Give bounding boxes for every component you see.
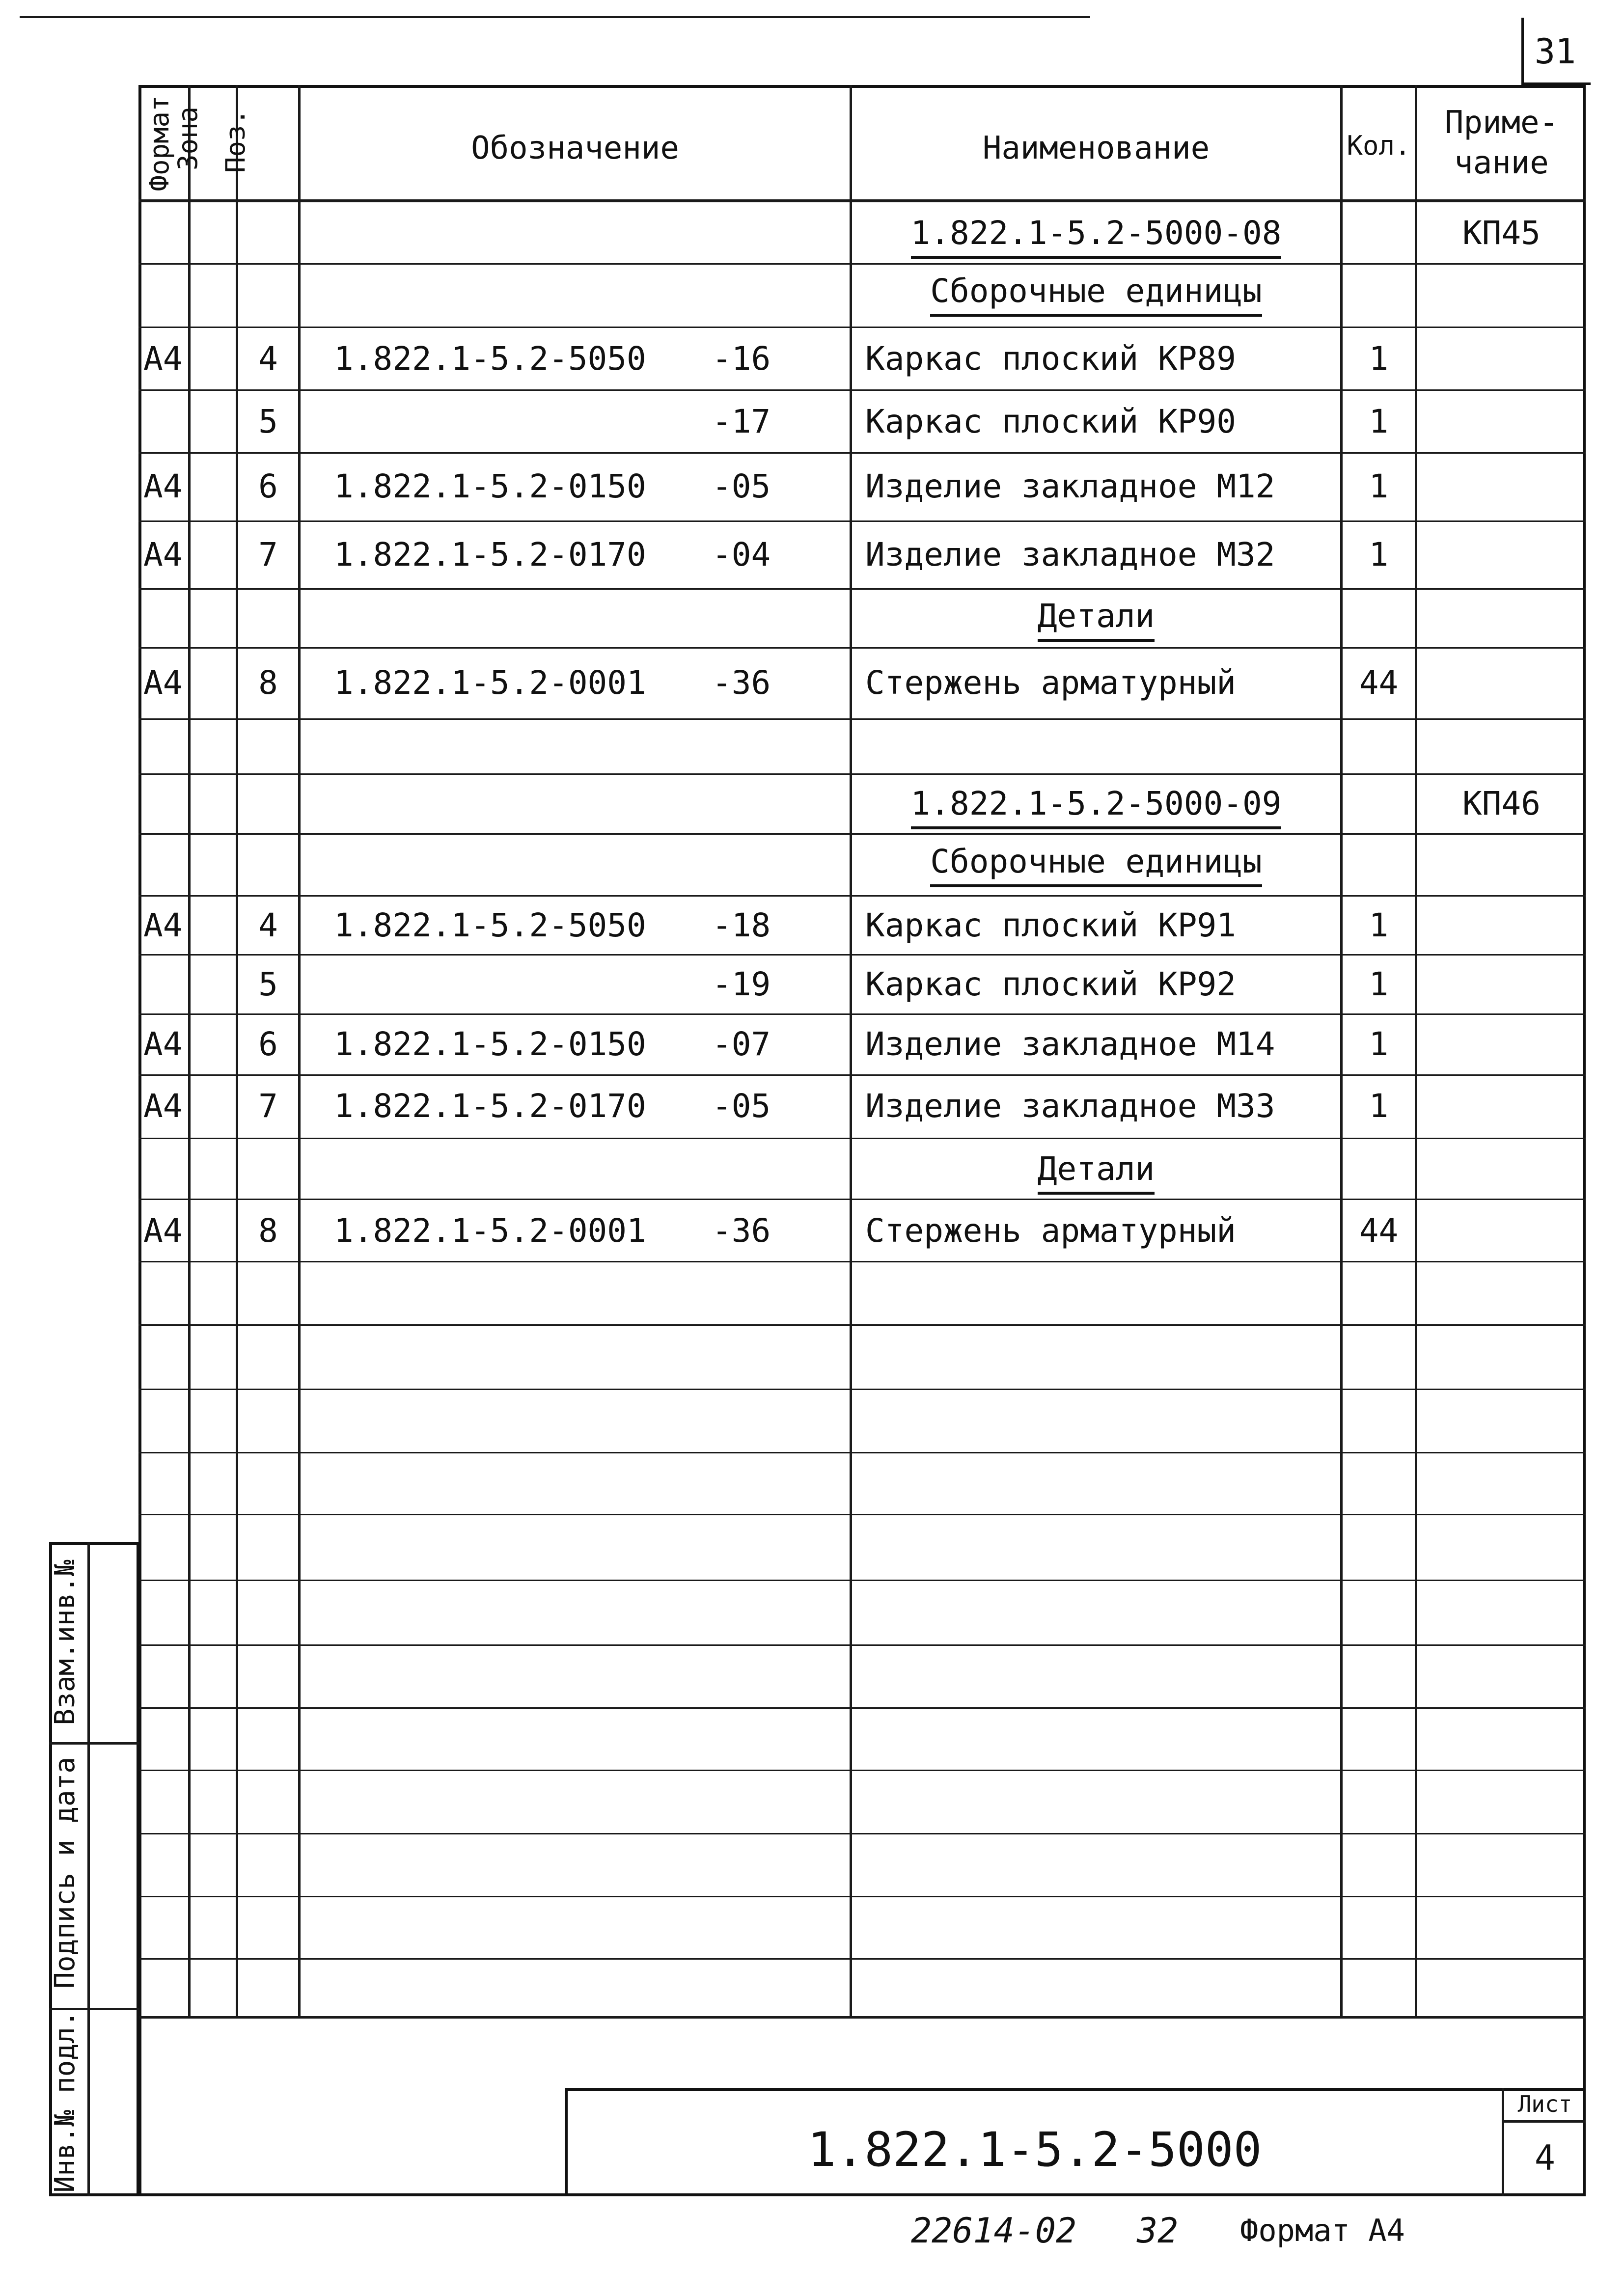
side-label-replaced-inv: Взам.инв.№ — [49, 1559, 81, 1725]
row-line — [138, 1389, 1586, 1390]
row-designation: 1.822.1-5.2-0150 — [334, 467, 646, 505]
footer-format: Формат А4 — [1240, 2213, 1405, 2248]
row-format: А4 — [143, 906, 183, 944]
table-row — [852, 1150, 1340, 1188]
document-code: 1.822.1-5.2-5000 — [807, 2122, 1262, 2177]
row-position: 8 — [258, 664, 278, 702]
side-stamp-sep — [49, 1742, 139, 1745]
header-designation: Обозначение — [471, 130, 679, 166]
row-line — [138, 1958, 1586, 1960]
row-designation: 1.822.1-5.2-0170 — [334, 1087, 646, 1125]
row-format: А4 — [143, 664, 183, 702]
row-designation: 1.822.1-5.2-0170 — [334, 536, 646, 574]
row-line — [138, 647, 1586, 649]
row-suffix: -05 — [712, 1087, 771, 1125]
table-row — [852, 785, 1340, 822]
row-format: А4 — [143, 1025, 183, 1063]
col-line-note — [1415, 85, 1417, 2017]
header-note-line1: Приме- — [1444, 105, 1559, 141]
row-suffix: -19 — [712, 965, 771, 1003]
section-heading: Детали — [1038, 597, 1155, 642]
assembly-title: 1.822.1-5.2-5000-08 — [911, 214, 1282, 259]
row-format: А4 — [143, 1087, 183, 1125]
table-row — [852, 597, 1340, 635]
row-suffix: -05 — [712, 467, 771, 505]
row-quantity: 44 — [1359, 664, 1399, 702]
row-name: Каркас плоский КР89 — [865, 340, 1236, 378]
row-name: Стержень арматурный — [865, 664, 1236, 702]
row-name: Каркас плоский КР92 — [865, 965, 1236, 1003]
row-line — [138, 327, 1586, 328]
row-line — [138, 773, 1586, 775]
row-line — [138, 1580, 1586, 1581]
row-name: Каркас плоский КР90 — [865, 403, 1236, 440]
title-block-sheet-sep — [1502, 2120, 1586, 2123]
top-rule — [20, 16, 1090, 18]
row-line — [138, 263, 1586, 265]
row-line — [138, 1138, 1586, 1139]
row-line — [138, 1199, 1586, 1200]
table-row — [852, 843, 1340, 880]
row-position: 6 — [258, 467, 278, 505]
row-name: Изделие закладное М12 — [865, 467, 1275, 505]
row-line — [138, 520, 1586, 522]
col-line-name — [850, 85, 852, 2017]
row-line — [138, 588, 1586, 590]
row-line — [138, 1707, 1586, 1709]
row-format: А4 — [143, 536, 183, 574]
row-line — [138, 1896, 1586, 1897]
row-position: 4 — [258, 906, 278, 944]
row-quantity: 1 — [1369, 1025, 1389, 1063]
row-quantity: 1 — [1369, 340, 1389, 378]
table-row — [852, 272, 1340, 310]
row-name: Стержень арматурный — [865, 1212, 1236, 1250]
row-name: Каркас плоский КР91 — [865, 906, 1236, 944]
row-line — [138, 1644, 1586, 1646]
header-quantity: Кол. — [1347, 130, 1411, 161]
row-position: 4 — [258, 340, 278, 378]
row-quantity: 1 — [1369, 906, 1389, 944]
row-position: 8 — [258, 1212, 278, 1250]
row-line — [138, 452, 1586, 454]
row-position: 7 — [258, 536, 278, 574]
row-designation: 1.822.1-5.2-5050 — [334, 906, 646, 944]
side-label-orig-inv: Инв.№ подл. — [49, 2010, 81, 2193]
row-line — [138, 1833, 1586, 1834]
row-position: 7 — [258, 1087, 278, 1125]
row-line — [138, 389, 1586, 391]
row-line — [138, 895, 1586, 897]
row-line — [138, 1013, 1586, 1015]
row-suffix: -18 — [712, 906, 771, 944]
row-quantity: 1 — [1369, 965, 1389, 1003]
row-line — [138, 954, 1586, 956]
row-position: 5 — [258, 403, 278, 440]
row-note: КП45 — [1462, 214, 1541, 252]
row-designation: 1.822.1-5.2-0150 — [334, 1025, 646, 1063]
row-line — [138, 1324, 1586, 1326]
row-quantity: 1 — [1369, 536, 1389, 574]
row-suffix: -07 — [712, 1025, 771, 1063]
header-position: Поз. — [220, 109, 251, 173]
row-line — [138, 1452, 1586, 1453]
section-heading: Сборочные единицы — [930, 843, 1262, 887]
footer-page: 32 — [1137, 2211, 1179, 2251]
assembly-title: 1.822.1-5.2-5000-09 — [911, 785, 1282, 829]
row-suffix: -16 — [712, 340, 771, 378]
row-line — [138, 1514, 1586, 1515]
row-suffix: -04 — [712, 536, 771, 574]
row-line — [138, 1261, 1586, 1262]
row-quantity: 1 — [1369, 467, 1389, 505]
section-heading: Сборочные единицы — [930, 272, 1262, 317]
row-designation: 1.822.1-5.2-5050 — [334, 340, 646, 378]
row-suffix: -36 — [712, 664, 771, 702]
row-line — [138, 1074, 1586, 1076]
row-position: 6 — [258, 1025, 278, 1063]
side-label-signature-date: Подпись и дата — [49, 1756, 81, 1989]
side-stamp-divider — [87, 1542, 90, 2196]
row-name: Изделие закладное М14 — [865, 1025, 1275, 1063]
row-position: 5 — [258, 965, 278, 1003]
row-line — [138, 1770, 1586, 1771]
header-zone: Зона — [172, 106, 203, 170]
row-format: А4 — [143, 467, 183, 505]
row-format: А4 — [143, 1212, 183, 1250]
table-bottom — [138, 2016, 1586, 2019]
row-format: А4 — [143, 340, 183, 378]
col-line-zone — [188, 85, 191, 2017]
section-heading: Детали — [1038, 1150, 1155, 1195]
sheet-label: Лист — [1517, 2091, 1572, 2117]
row-line — [138, 833, 1586, 835]
row-note: КП46 — [1462, 785, 1541, 822]
sheet-number: 31 — [1534, 31, 1576, 72]
row-suffix: -36 — [712, 1212, 771, 1250]
row-quantity: 1 — [1369, 403, 1389, 440]
row-line — [138, 718, 1586, 720]
row-name: Изделие закладное М32 — [865, 536, 1275, 574]
row-designation: 1.822.1-5.2-0001 — [334, 1212, 646, 1250]
row-name: Изделие закладное М33 — [865, 1087, 1275, 1125]
header-note-line2: чание — [1454, 145, 1549, 181]
row-quantity: 44 — [1359, 1212, 1399, 1250]
main-frame — [138, 85, 1586, 2196]
archive-number: 22614-02 — [911, 2211, 1077, 2251]
header-format: Формат — [144, 95, 175, 191]
row-quantity: 1 — [1369, 1087, 1389, 1125]
row-designation: 1.822.1-5.2-0001 — [334, 664, 646, 702]
sheet-value: 4 — [1534, 2138, 1556, 2178]
table-row — [852, 214, 1340, 252]
col-line-designation — [298, 85, 301, 2017]
row-suffix: -17 — [712, 403, 771, 440]
header-name: Наименование — [982, 130, 1210, 166]
header-separator — [138, 199, 1586, 202]
